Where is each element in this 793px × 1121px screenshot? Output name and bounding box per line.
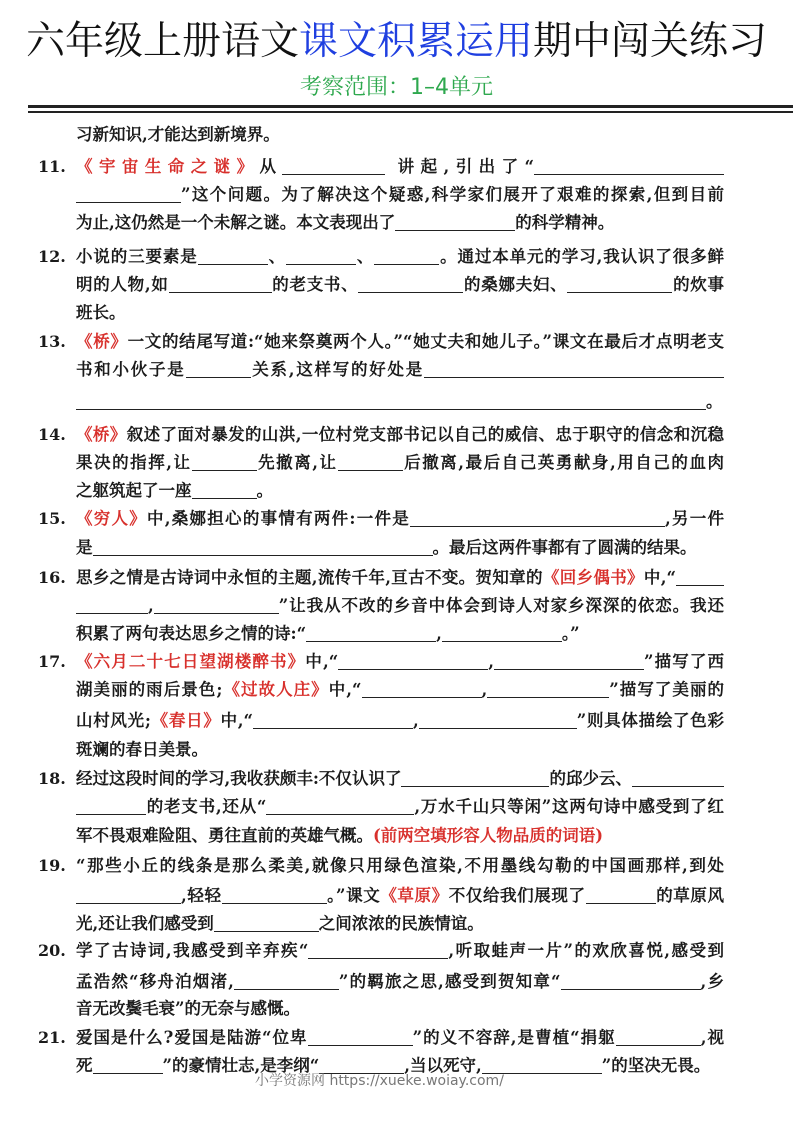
- text-segment: 中,“: [220, 711, 254, 730]
- text-segment: 讲起,引出了“: [385, 157, 535, 176]
- question-number: 18.: [38, 769, 66, 788]
- fill-blank-input[interactable]: [424, 359, 724, 378]
- title-part: 期中闯关练习: [533, 19, 768, 64]
- text-title-reference: 《穷人》: [76, 509, 148, 528]
- text-segment: “那些小丘的线条是那么柔美,就像只用绿色渲染,不用墨线勾勒的中国画那样,到处: [76, 856, 724, 875]
- subtitle: 考察范围：1–4单元: [300, 75, 493, 100]
- text-line: [76, 823, 724, 849]
- fill-blank-input[interactable]: [76, 595, 148, 614]
- fill-blank-input[interactable]: [586, 885, 656, 904]
- text-segment: 中,“: [643, 568, 676, 587]
- text-line: [76, 210, 724, 236]
- text-line: [76, 244, 724, 270]
- text-title-reference: (前两空填形容人物品质的词语): [373, 826, 604, 845]
- text-segment: 孟浩然“移舟泊烟渚,: [76, 972, 234, 991]
- question-number: 15.: [38, 509, 66, 528]
- text-line: [76, 182, 724, 208]
- text-segment: 关系,这样写的好处是: [250, 360, 424, 379]
- page-title: [0, 18, 793, 66]
- fill-blank-input[interactable]: [410, 508, 665, 527]
- text-title-reference: 《回乡偶书》: [542, 568, 644, 587]
- text-segment: 斑斓的春日美景。: [76, 740, 208, 759]
- fill-blank-input[interactable]: [169, 274, 272, 293]
- text-segment: 。”: [561, 624, 580, 643]
- fill-blank-input[interactable]: [266, 796, 414, 815]
- fill-blank-input[interactable]: [419, 710, 577, 729]
- fill-blank-input[interactable]: [93, 1055, 163, 1074]
- text-segment: ,万水千山只等闲”这两句诗中感受到了红: [414, 797, 724, 816]
- text-line: [76, 272, 724, 298]
- text-segment: ”描写了美丽的: [609, 680, 724, 699]
- text-segment: ,当以死守,: [404, 1056, 482, 1075]
- text-line: [76, 357, 724, 383]
- text-line: [76, 649, 724, 675]
- text-line: [76, 677, 724, 703]
- question-number: 12.: [38, 247, 66, 266]
- text-line: [76, 535, 724, 561]
- fill-blank-input[interactable]: [192, 480, 257, 499]
- fill-blank-input[interactable]: [192, 452, 257, 471]
- text-segment: ,轻轻: [181, 886, 222, 905]
- text-line: [76, 593, 724, 619]
- text-segment: ”让我从不改的乡音中体会到诗人对家乡深深的依恋。我还: [278, 596, 724, 615]
- text-segment: 的邱少云、: [549, 769, 633, 788]
- text-segment: 从: [259, 157, 283, 176]
- text-line: [76, 300, 724, 326]
- fill-blank-input[interactable]: [282, 156, 385, 175]
- text-line: [76, 794, 724, 820]
- text-segment: 中,“: [328, 680, 362, 699]
- watermark: 小学资源网 https://xueke.woiay.com/: [255, 1073, 504, 1089]
- text-segment: 。最后这两件事都有了圆满的结果。: [432, 538, 697, 557]
- text-title-reference: 《桥》: [76, 425, 127, 444]
- fill-blank-input[interactable]: [401, 768, 549, 787]
- fill-blank-input[interactable]: [442, 623, 562, 642]
- fill-blank-input[interactable]: [487, 679, 609, 698]
- text-title-reference: 《春日》: [150, 711, 221, 730]
- text-title-reference: 《草原》: [380, 886, 449, 905]
- text-segment: 。: [706, 392, 723, 411]
- fill-blank-input[interactable]: [154, 595, 279, 614]
- text-line: [76, 478, 724, 504]
- text-segment: ,: [436, 624, 442, 643]
- text-line: [76, 938, 724, 964]
- text-segment: 、: [267, 247, 286, 266]
- text-segment: ,视: [700, 1028, 724, 1047]
- text-line: [76, 911, 724, 937]
- text-segment: ”这个问题。为了解决这个疑惑,科学家们展开了艰难的探索,但到目前: [181, 185, 724, 204]
- fill-blank-input[interactable]: [308, 940, 448, 959]
- text-segment: 的科学精神。: [515, 213, 615, 232]
- text-line: [76, 506, 724, 532]
- text-segment: 是: [76, 538, 93, 557]
- text-segment: 爱国是什么?爱国是陆游“位卑: [76, 1028, 308, 1047]
- text-segment: ”的羁旅之思,感受到贺知章“: [338, 972, 561, 991]
- text-segment: 为止,这仍然是一个未解之谜。本文表现出了: [76, 213, 396, 232]
- fill-blank-input[interactable]: [338, 651, 488, 670]
- fill-blank-input[interactable]: [222, 885, 327, 904]
- text-line: [76, 766, 724, 792]
- text-title-reference: 《桥》: [76, 332, 128, 351]
- question-number: 17.: [38, 652, 66, 671]
- fill-blank-input[interactable]: [93, 537, 433, 556]
- divider: [28, 111, 793, 113]
- text-segment: 叙述了面对暴发的山洪,一位村党支部书记以自己的威信、忠于职守的信念和沉稳: [126, 425, 725, 444]
- fill-blank-input[interactable]: [616, 1027, 701, 1046]
- text-segment: 小说的三要素是: [76, 247, 198, 266]
- fill-blank-input[interactable]: [76, 184, 181, 203]
- text-segment: ,: [413, 711, 419, 730]
- text-segment: 习新知识,才能达到新境界。: [76, 125, 280, 144]
- fill-blank-input[interactable]: [76, 796, 146, 815]
- text-title-reference: 《过故人庄》: [222, 680, 329, 699]
- text-segment: 山村风光;: [76, 711, 151, 730]
- text-segment: 中,“: [305, 652, 339, 671]
- fill-blank-input[interactable]: [198, 246, 268, 265]
- text-segment: 后撤离,最后自己英勇献身,用自己的血肉: [402, 453, 724, 472]
- text-segment: 湖美丽的雨后景色;: [76, 680, 223, 699]
- text-segment: 经过这段时间的学习,我收获颇丰:不仅认识了: [76, 769, 402, 788]
- question-number: 20.: [38, 941, 66, 960]
- text-segment: 之躯筑起了一座: [76, 481, 192, 500]
- text-line: [76, 122, 724, 148]
- fill-blank-input[interactable]: [306, 623, 436, 642]
- fill-blank-input[interactable]: [76, 391, 706, 410]
- text-segment: 。通过本单元的学习,我认识了很多鲜: [439, 247, 725, 266]
- fill-blank-input[interactable]: [374, 246, 439, 265]
- text-segment: 思乡之情是古诗词中永恒的主题,流传千年,亘古不变。贺知章的: [76, 568, 543, 587]
- text-line: [76, 996, 724, 1022]
- fill-blank-input[interactable]: [534, 156, 724, 175]
- title-part: 六年级上册语文: [25, 19, 299, 64]
- question-number: 14.: [38, 425, 66, 444]
- fill-blank-input[interactable]: [253, 710, 413, 729]
- text-segment: 学了古诗词,我感受到辛弃疾“: [76, 941, 309, 960]
- text-title-reference: 《六月二十七日望湖楼醉书》: [76, 652, 306, 671]
- question-number: 13.: [38, 332, 66, 351]
- text-segment: 之间浓浓的民族情谊。: [318, 914, 484, 933]
- fill-blank-input[interactable]: [76, 885, 181, 904]
- text-title-reference: 《宇宙生命之谜》: [76, 157, 260, 176]
- text-segment: ,另一件: [664, 509, 724, 528]
- fill-blank-input[interactable]: [632, 768, 724, 787]
- text-segment: 、: [355, 247, 375, 266]
- fill-blank-input[interactable]: [214, 913, 319, 932]
- fill-blank-input[interactable]: [567, 274, 672, 293]
- question-number: 19.: [38, 856, 66, 875]
- text-segment: 明的人物,如: [76, 275, 169, 294]
- text-segment: ”描写了西: [643, 652, 724, 671]
- text-segment: 的老支书、: [271, 275, 359, 294]
- fill-blank-input[interactable]: [358, 274, 463, 293]
- question-number: 11.: [38, 157, 66, 176]
- fill-blank-input[interactable]: [561, 971, 701, 990]
- text-line: [76, 708, 724, 734]
- text-segment: 一文的结尾写道:“她来祭奠两个人。”“她丈夫和她儿子。”课文在最后才点明老支: [127, 332, 724, 351]
- fill-blank-input[interactable]: [494, 651, 644, 670]
- text-segment: ”的豪情壮志,是李纲“: [162, 1056, 320, 1075]
- fill-blank-input[interactable]: [186, 359, 251, 378]
- fill-blank-input[interactable]: [362, 679, 482, 698]
- text-segment: ”的坚决无畏。: [601, 1056, 711, 1075]
- text-segment: ”的义不容辞,是曹植“捐躯: [412, 1028, 616, 1047]
- text-segment: 不仅给我们展现了: [448, 886, 586, 905]
- text-line: [76, 422, 724, 448]
- text-line: [76, 389, 724, 415]
- text-line: [76, 1025, 724, 1051]
- text-segment: 果决的指挥,让: [76, 453, 192, 472]
- text-segment: ,乡: [700, 972, 724, 991]
- text-segment: 的炊事: [672, 275, 725, 294]
- text-segment: 的桑娜夫妇、: [463, 275, 568, 294]
- text-line: [76, 969, 724, 995]
- text-segment: 的老支书,还从“: [146, 797, 267, 816]
- text-line: [76, 853, 724, 879]
- text-line: [76, 154, 724, 180]
- divider: [28, 105, 793, 108]
- text-segment: 。”课文: [326, 886, 381, 905]
- question-number: 16.: [38, 568, 66, 587]
- fill-blank-input[interactable]: [395, 212, 515, 231]
- text-segment: 中,桑娜担心的事情有两件:一件是: [147, 509, 410, 528]
- text-line: [76, 329, 724, 355]
- text-segment: ,: [488, 652, 494, 671]
- text-segment: 先撤离,让: [256, 453, 338, 472]
- text-segment: 死: [76, 1056, 93, 1075]
- text-line: [76, 883, 724, 909]
- fill-blank-input[interactable]: [338, 452, 403, 471]
- fill-blank-input[interactable]: [234, 971, 339, 990]
- text-segment: ,听取蛙声一片”的欢欣喜悦,感受到: [448, 941, 724, 960]
- question-number: 21.: [38, 1028, 66, 1047]
- text-segment: 。: [256, 481, 273, 500]
- text-segment: 的草原风: [655, 886, 725, 905]
- text-segment: 班长。: [76, 303, 126, 322]
- text-segment: ,: [148, 596, 154, 615]
- text-segment: 积累了两句表达思乡之情的诗:“: [76, 624, 307, 643]
- text-segment: 书和小伙子是: [76, 360, 186, 379]
- title-highlight: 课文积累运用: [298, 19, 533, 64]
- text-segment: 军不畏艰难险阻、勇往直前的英雄气概。: [76, 826, 373, 845]
- fill-blank-input[interactable]: [676, 567, 724, 586]
- text-line: [76, 450, 724, 476]
- fill-blank-input[interactable]: [308, 1027, 413, 1046]
- text-segment: 音无改鬓毛衰”的无奈与感慨。: [76, 999, 300, 1018]
- text-line: [76, 737, 724, 763]
- text-line: [76, 565, 724, 591]
- text-line: [76, 621, 724, 647]
- text-segment: 光,还让我们感受到: [76, 914, 214, 933]
- fill-blank-input[interactable]: [286, 246, 356, 265]
- text-segment: ,: [481, 680, 488, 699]
- text-segment: ”则具体描绘了色彩: [576, 711, 724, 730]
